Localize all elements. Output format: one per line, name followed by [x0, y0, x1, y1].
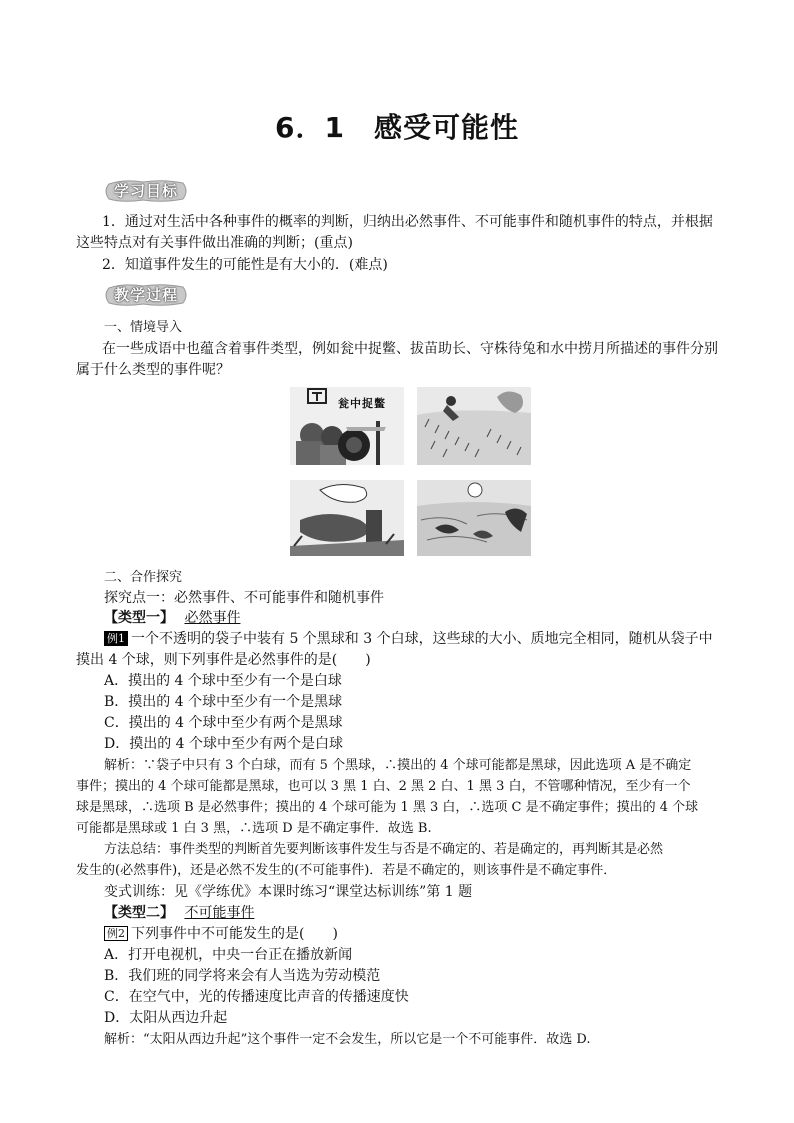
- explore-point: 探究点一：必然事件、不可能事件和随机事件: [104, 590, 384, 606]
- example1-analysis-line-3: 球是黑球，∴选项 B 是必然事件；摸出的 4 个球可能为 1 黑 3 白，∴选项 C 是不确定事件；摸出的 4 个球: [76, 800, 699, 815]
- example1-analysis-line-4: 可能都是黑球或 1 白 3 黑，∴选项 D 是不确定事件．故选 B.: [76, 821, 432, 836]
- example2-analysis: 解析：“太阳从西边升起”这个事件一定不会发生，所以它是一个不可能事件．故选 D.: [104, 1032, 591, 1047]
- type1-title: 必然事件: [184, 610, 241, 626]
- type2-title: 不可能事件: [184, 905, 255, 921]
- explore-heading: 二、合作探究: [104, 570, 183, 585]
- example1-label: 例1: [104, 631, 128, 646]
- example1-option-c: C．摸出的 4 个球中至少有两个是黑球: [104, 715, 343, 731]
- turtle-image-caption: 瓮中捉鳖: [338, 397, 386, 410]
- example1-option-d: D．摸出的 4 个球中至少有两个是白球: [104, 736, 344, 752]
- idiom-image-turtle: [290, 387, 404, 465]
- example1-analysis-line-1: 解析：∵袋子中只有 3 个白球，而有 5 个黑球，∴摸出的 4 个球可能都是黑球，因此选项 A 是不确定: [104, 758, 692, 773]
- example2-option-d: D．太阳从西边升起: [104, 1010, 228, 1026]
- idiom-image-moon: [417, 480, 531, 556]
- example2-question-text: 下列事件中不可能发生的是( ): [131, 926, 338, 942]
- objectives-badge: [103, 179, 189, 203]
- example1-question-text-1: 一个不透明的袋子中装有 5 个黑球和 3 个白球，这些球的大小、质地完全相同，随机从袋子中: [131, 631, 713, 647]
- example1-option-b: B．摸出的 4 个球中至少有一个是黑球: [104, 694, 343, 710]
- example2-option-c: C．在空气中，光的传播速度比声音的传播速度快: [104, 989, 409, 1005]
- objectives-badge-label: 学习目标: [113, 182, 178, 200]
- example2-option-a: A．打开电视机，中央一台正在播放新闻: [104, 947, 353, 963]
- example1-method-line-1: 方法总结：事件类型的判断首先要判断该事件发生与否是不确定的、若是确定的，再判断其是必然: [104, 842, 664, 857]
- type2-tag: 【类型二】: [104, 905, 174, 921]
- intro-heading: 一、情境导入: [104, 320, 183, 335]
- objective-line-2: 这些特点对有关事件做出准确的判断；(重点): [76, 235, 353, 251]
- process-badge: [103, 283, 189, 307]
- intro-line-2: 属于什么类型的事件呢？: [76, 362, 230, 378]
- seedlings-illustration-icon: [417, 387, 531, 465]
- process-badge-label: 教学过程: [113, 286, 178, 304]
- intro-line-1: 在一些成语中也蕴含着事件类型，例如瓮中捉鳖、拔苗助长、守株待兔和水中捞月所描述的事件分别: [102, 341, 718, 357]
- idiom-image-seedlings: [417, 387, 531, 465]
- type1-tag: 【类型一】: [104, 610, 174, 626]
- example2-question-line: [104, 924, 750, 944]
- page-title: 6．1 感受可能性: [275, 111, 519, 144]
- objective-line-3: 2．知道事件发生的可能性是有大小的．(难点): [102, 257, 388, 273]
- moon-illustration-icon: [417, 480, 531, 556]
- example1-question-line-1: [104, 629, 750, 649]
- example2-option-b: B．我们班的同学将来会有人当选为劳动模范: [104, 968, 381, 984]
- stump-illustration-icon: [290, 480, 404, 556]
- type2-heading: [104, 903, 750, 923]
- example1-question-line-2: 摸出 4 个球，则下列事件是必然事件的是( ): [76, 652, 371, 668]
- type1-heading: [104, 608, 750, 628]
- example2-label: 例2: [104, 926, 128, 941]
- example1-method-line-2: 发生的(必然事件)，还是必然不发生的(不可能事件)．若是不确定的，则该事件是不确定事件．: [76, 863, 617, 878]
- example1-variant: 变式训练：见《学练优》本课时练习“课堂达标训练”第 1 题: [104, 884, 473, 900]
- objective-line-1: 1．通过对生活中各种事件的概率的判断，归纳出必然事件、不可能事件和随机事件的特点，并根据: [102, 214, 713, 230]
- example1-analysis-line-2: 事件；摸出的 4 个球可能都是黑球，也可以 3 黑 1 白、2 黑 2 白、1 黑 3 白，不管哪种情况，至少有一个: [76, 779, 691, 794]
- example1-option-a: A．摸出的 4 个球中至少有一个是白球: [104, 673, 342, 689]
- idiom-image-stump: [290, 480, 404, 556]
